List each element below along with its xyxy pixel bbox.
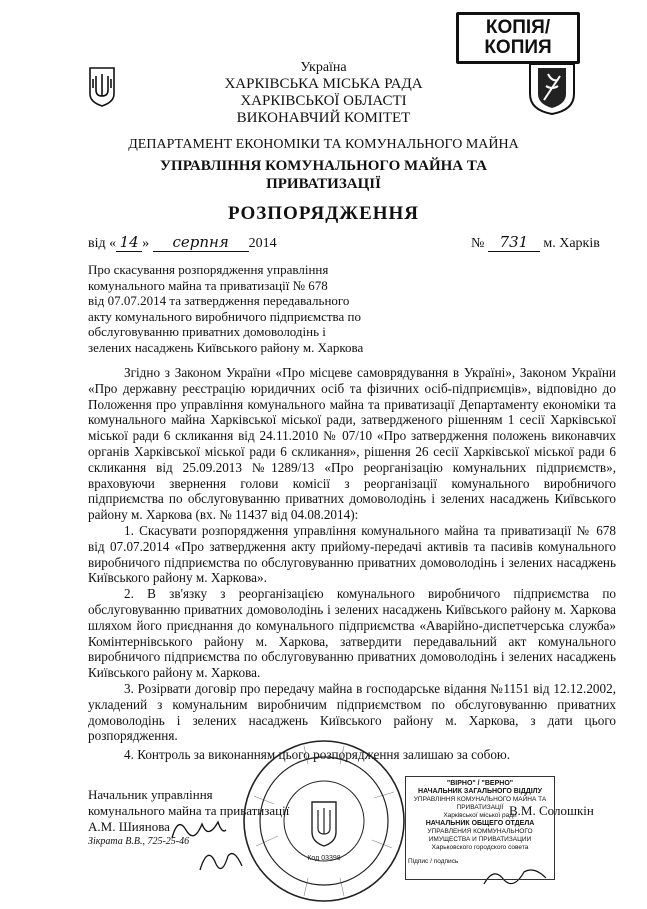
- header-country: Україна: [300, 60, 347, 75]
- preamble-paragraph: Згідно з Законом України «Про місцеве самоврядування в Україні», Законом України «Про державну реєстрацію юридичних осіб та фізичних осіб-підприємців», відповідно до Положення про управління комунального майна та приватизації Департаменту економіки та комунального майна Харківської міської ради, затвердженого рішенням 1 сесії Харківської міської ради 6 скликання від 24.11.2010 № 07/10 «Про затвердження положень виконавчих органів Харківської міської ради 6 скликання», рішення 26 сесії Харківської міської ради 6 скликання від 25.09.2013 №1289/13 «Про реорганізацію комунальних підприємств», враховуючи звернення голови комісії з реорганізації комунального виробничого підприємства по обслуговуванню приватних домоволодінь і зелених насаджень Київського району м. Харкова (вх. № 11437 від 04.08.2014):: [88, 365, 616, 523]
- date-separator: »: [142, 236, 150, 251]
- signatory-name-right: В.М. Солошкін: [509, 803, 594, 818]
- header-council: ХАРКІВСЬКА МІСЬКА РАДА: [224, 76, 423, 92]
- cert-stamp-line: Харківської міської ради: [443, 812, 517, 819]
- subject-line: зелених насаджень Київського району м. Харкова: [88, 339, 364, 355]
- document-number: [471, 233, 631, 252]
- number-value: 731: [488, 233, 540, 252]
- date-prefix: від «: [88, 236, 117, 251]
- item-2-paragraph: 2. В зв'язку з реорганізацією комунального виробничого підприємства по обслуговуванню приватних домоволодінь і зелених насаджень Київського району м. Харкова шляхом його приєднання до комунального підприємства «Аварійно-диспетчерська служба» Комінтернівського району м. Харкова, затвердити передавальний акт комунального виробничого підприємства по обслуговуванню приватних домоволодінь і зелених насаджень Київського району м. Харкова.: [88, 586, 616, 681]
- cert-stamp-title: "ВІРНО" / "ВЕРНО": [446, 780, 514, 787]
- copy-stamp: [456, 12, 580, 64]
- signatory-position-line1: Начальник управління: [88, 787, 213, 802]
- date-day: 14: [116, 233, 142, 252]
- city-name: м. Харків: [543, 236, 600, 251]
- cert-stamp-sign-label: Підпис / подпись: [408, 858, 459, 865]
- signatory-name-left: А.М. Шиянова: [88, 819, 170, 834]
- subject-line: комунального майна та приватизації № 678: [88, 277, 328, 293]
- subject-line: від 07.07.2014 та затвердження передавального: [88, 293, 350, 308]
- document-body: [88, 365, 616, 763]
- header-committee: ВИКОНАВЧИЙ КОМІТЕТ: [236, 110, 411, 126]
- cert-stamp-line: НАЧАЛЬНИК ОБЩЕГО ОТДЕЛА: [425, 820, 535, 827]
- round-seal-code: Код 03398: [307, 855, 341, 862]
- item-1-paragraph: 1. Скасувати розпорядження управління комунального майна та приватизації № 678 від 07.07.2014 «Про затвердження акту прийому-передачі активів та пасивів комунального виробничого підприємства по обслуговуванню приватних домоволодінь і зелених насаджень Київського району м. Харкова».: [88, 522, 616, 586]
- number-prefix: №: [471, 236, 485, 251]
- document-date: [88, 233, 328, 252]
- subject-line: акту комунального виробничого підприємства по: [88, 308, 361, 324]
- cert-stamp-line: УПРАВЛЕНИЯ КОММУНАЛЬНОГО ИМУЩЕСТВА И ПРИВАТИЗАЦИИ: [427, 828, 533, 843]
- date-year: 2014: [248, 236, 277, 251]
- copy-stamp-line1: КОПІЯ/: [485, 17, 551, 38]
- subject-line: обслуговуванню приватних домоволодінь і: [88, 324, 326, 339]
- cert-stamp-line: НАЧАЛЬНИК ЗАГАЛЬНОГО ВІДДІЛУ: [418, 788, 542, 795]
- copy-stamp-line2: КОПИЯ: [484, 37, 552, 58]
- certification-stamp: [405, 776, 555, 880]
- document-subject: [88, 262, 388, 355]
- cert-stamp-line: УПРАВЛІННЯ КОМУНАЛЬНОГО МАЙНА ТА ПРИВАТИЗАЦІЇ: [413, 796, 547, 811]
- executor-note: Зікрата В.В., 725-25-46: [88, 836, 190, 847]
- round-seal-icon: [234, 736, 414, 906]
- cert-stamp-line: Харьковского городского совета: [431, 844, 529, 851]
- subject-line: Про скасування розпорядження управління: [88, 262, 329, 277]
- signatory-position-line2: комунального майна та приватизації: [88, 803, 290, 818]
- management-name-line2: ПРИВАТИЗАЦІЇ: [266, 176, 381, 192]
- date-month: серпня: [153, 233, 249, 252]
- department-name: ДЕПАРТАМЕНТ ЕКОНОМІКИ ТА КОМУНАЛЬНОГО МАЙНА: [128, 137, 519, 152]
- document-title: РОЗПОРЯДЖЕННЯ: [227, 203, 420, 224]
- header-region: ХАРКІВСЬКОЇ ОБЛАСТІ: [240, 93, 407, 109]
- management-name-line1: УПРАВЛІННЯ КОМУНАЛЬНОГО МАЙНА ТА: [160, 158, 487, 174]
- item-4-paragraph: 4. Контроль за виконанням цього розпорядження залишаю за собою.: [124, 747, 511, 763]
- item-3-paragraph: 3. Розірвати договір про передачу майна в господарське відання №1151 від 12.12.2002, укладений з комунальним виробничим підприємством по обслуговуванню приватних домоволодінь і зелених насаджень Київського району м. Харкова, з дати цього розпорядження.: [88, 680, 616, 744]
